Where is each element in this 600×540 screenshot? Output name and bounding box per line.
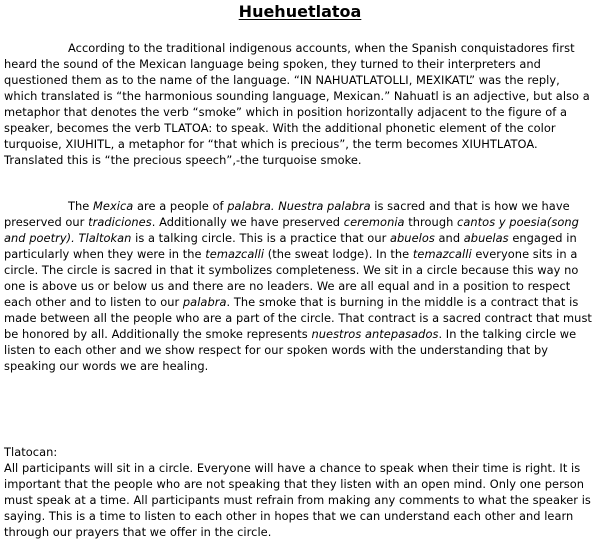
document-title: Huehuetlatoa [238, 2, 362, 21]
text-run: is a talking circle. This is a practice that our [131, 231, 390, 245]
text-run: everyone sits in a circle. The circle is sacred in that it symbolizes completeness. We sit in a circle because this way no one is above us or below us and there are no leaders. We are all equal and in a position to respect each other and to listen to our [4, 247, 579, 309]
text-run: (the sweat lodge). In the [264, 247, 413, 261]
text-run: are a people of [133, 199, 228, 213]
italic-term: abuelas [463, 231, 509, 245]
section-heading-tlatocan: Tlatocan: [4, 445, 58, 459]
text-run: . The smoke that is burning in the middle is a contract that is made between all the people who are a part of the circle. That contract is a sacred contract that must be honored by all. Additionally the smoke represents [4, 295, 592, 341]
paragraph-talking-circle: The Mexica are a people of palabra. Nuestra palabra is sacred and that is how we have preserved our tradiciones. Additionally we have preserved ceremonia through cantos y poesia(song and poetry). Tlaltokan is a talking circle. This is a practice that our abuelos and abuelas engaged in particularly when they were in the temazcalli (the sweat lodge). In the temazcalli everyone sits in a circle. The circle is sacred in that it symbolizes completeness. We sit in a circle because this way no one is above us or below us and there are no leaders. We are all equal and in a position to respect each other and to listen to our palabra. The smoke that is burning in the middle is a contract that is made between all the people who are a part of the circle. That contract is a sacred contract that must be honored by all. Additionally the smoke represents nuestros antepasados. In the talking circle we listen to each other and we show respect for our spoken words with the understanding that by speaking our words we are healing. [4, 199, 592, 373]
text-run: is sacred and that is how we have preserved our [4, 199, 570, 229]
italic-term: abuelos [390, 231, 435, 245]
text-run: through [404, 215, 458, 229]
italic-term: palabra. Nuestra palabra [227, 199, 371, 213]
italic-term: temazcalli [205, 247, 265, 261]
italic-term: cantos y poesia(song and poetry). Tlaltokan [4, 215, 579, 245]
italic-term: temazcalli [412, 247, 472, 261]
text-run: . Additionally we have preserved [151, 215, 344, 229]
paragraph-circle-rules: All participants will sit in a circle. Everyone will have a chance to speak when their time is right. It is important that the people who are not speaking that they listen with an open mind. Only one person must speak at a time. All participants must refrain from making any comments to what the speaker is saying. This is a time to listen to each other in hopes that we can understand each other and learn through our prayers that we offer in the circle. [4, 461, 591, 539]
text-run: . In the talking circle we listen to each other and we show respect for our spoken words with the understanding that by speaking our words we are healing. [4, 327, 577, 373]
text-run: and [434, 231, 464, 245]
paragraph-origin-of-language: According to the traditional indigenous accounts, when the Spanish conquistadores first heard the sound of the Mexican language being spoken, they turned to their interpreters and questioned them as to the name of the language. “IN NAHUATLATOLLI, MEXIKATL” was the reply, which translated is “the harmonious sounding language, Mexican.” Nahuatl is an adjective, but also a metaphor that denotes the verb “smoke” which in position horizontally adjacent to the figure of a speaker, becomes the verb TLATOA: to speak. With the additional phonetic element of the color turquoise, XIUHITL, a metaphor for “that which is precious”, the term becomes XIUHTLATOA. Translated this is “the precious speech”,-the turquoise smoke. [4, 41, 590, 167]
italic-term: tradiciones [88, 215, 152, 229]
italic-term: palabra [182, 295, 227, 309]
italic-term: Mexica [93, 199, 134, 213]
italic-term: ceremonia [343, 215, 405, 229]
text-run: engaged in particularly when they were in the [4, 231, 577, 261]
italic-term: nuestros antepasados [311, 327, 439, 341]
